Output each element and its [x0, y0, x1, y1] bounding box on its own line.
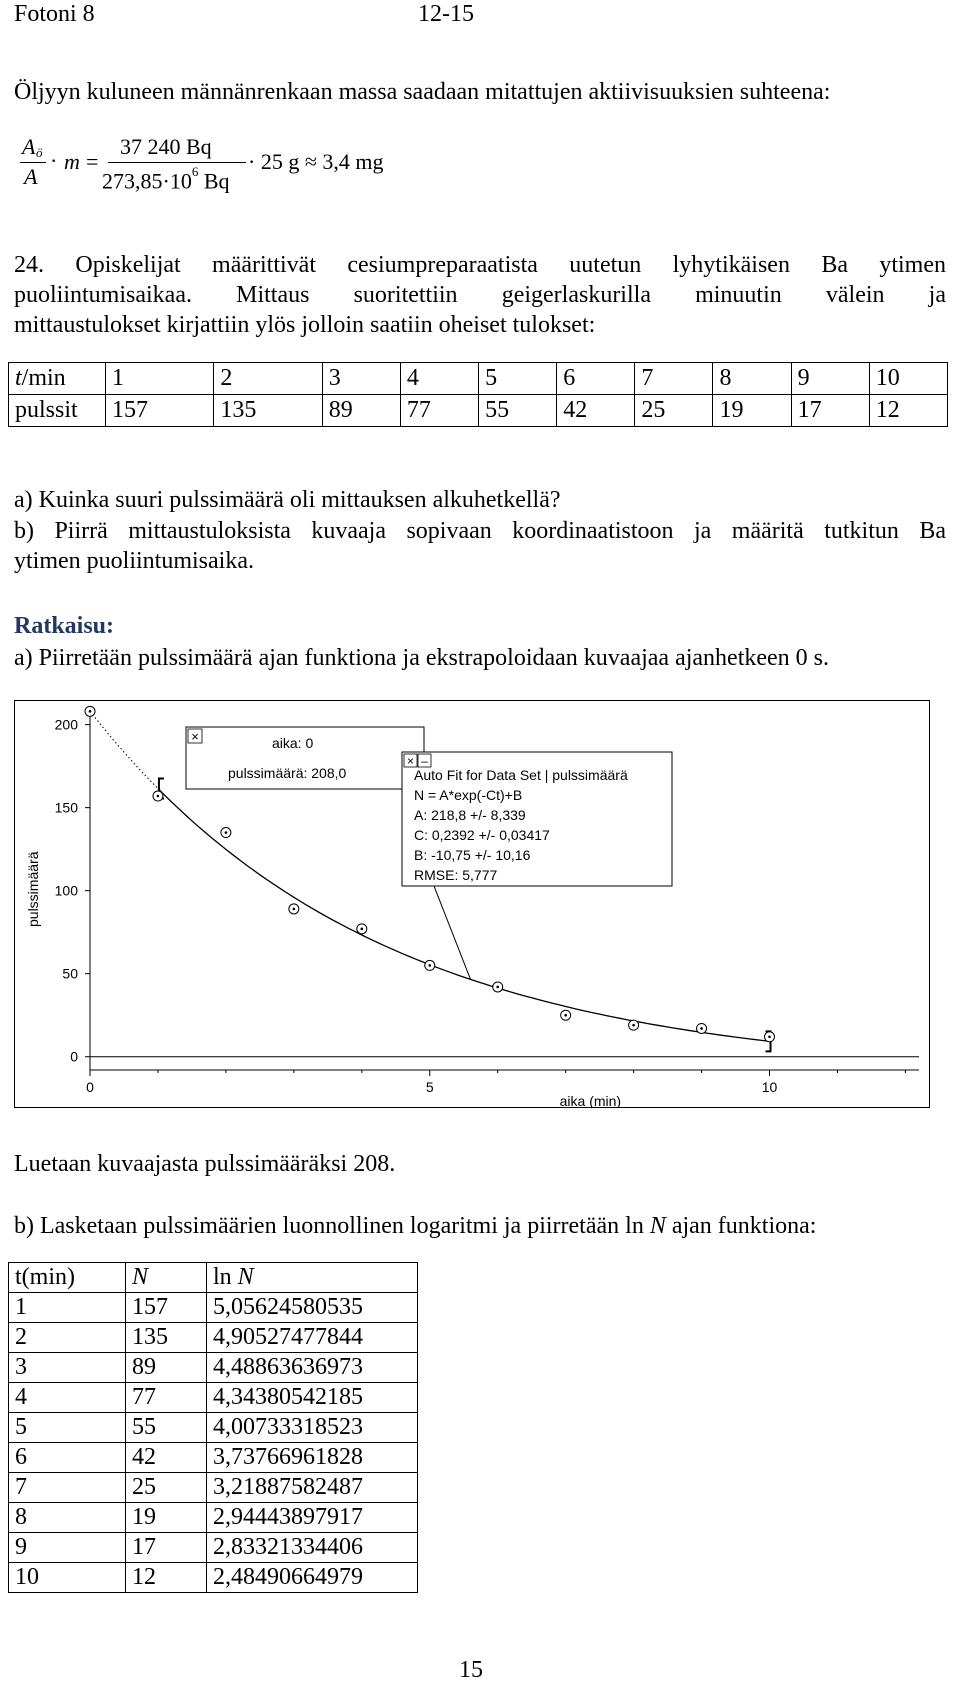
table-cell: 6 — [557, 363, 635, 395]
cell-ln: 3,21887582487 — [207, 1473, 418, 1503]
cell-n: 157 — [126, 1293, 207, 1323]
table-cell: 19 — [713, 395, 791, 427]
table-row — [9, 1443, 418, 1473]
fit-param-b: B: -10,75 +/- 10,16 — [414, 847, 531, 863]
fit-equation: N = A*exp(-Ct)+B — [414, 787, 523, 803]
table-cell: 12 — [869, 395, 947, 427]
mass-formula — [14, 134, 434, 204]
y-tick-label: 0 — [70, 1048, 78, 1065]
data-point-center — [89, 710, 92, 713]
table-cell: 157 — [106, 395, 214, 427]
cell-ln: 2,48490664979 — [207, 1563, 418, 1593]
cell-ln: 4,00733318523 — [207, 1413, 418, 1443]
table-cell: 5 — [479, 363, 557, 395]
x-tick-label: 0 — [86, 1079, 94, 1095]
table-cell: 55 — [479, 395, 557, 427]
y-tick-label: 200 — [54, 716, 78, 733]
table-row — [9, 1563, 418, 1593]
cell-ln: 4,48863636973 — [207, 1353, 418, 1383]
data-point-center — [428, 964, 431, 967]
table-header-row — [9, 1263, 418, 1293]
data-point-center — [157, 795, 160, 798]
table-row — [9, 1383, 418, 1413]
cell-ln: 5,05624580535 — [207, 1293, 418, 1323]
question-a: a) Kuinka suuri pulssimäärä oli mittauksen alkuhetkellä? — [14, 487, 561, 513]
cell-t: 7 — [9, 1473, 126, 1503]
fit-rmse: RMSE: 5,777 — [414, 867, 498, 883]
x-tick-label: 10 — [761, 1079, 778, 1095]
cell-t: 3 — [9, 1353, 126, 1383]
cell-t: 4 — [9, 1383, 126, 1413]
header-course: Fotoni 8 — [14, 1, 95, 27]
fit-results-box — [402, 752, 672, 886]
formula-fraction-denominator: $273,85\cdot 10^6$ Bq — [102, 164, 230, 194]
header-time: t(min) — [9, 1263, 126, 1293]
data-point-center — [700, 1027, 703, 1030]
cell-n: 17 — [126, 1533, 207, 1563]
close-icon[interactable]: × — [191, 729, 199, 744]
problem-line-2: puoliintumisaikaa. Mittaus suoritettiin geigerlaskurilla minuutin välein ja — [14, 282, 946, 308]
cell-t: 2 — [9, 1323, 126, 1353]
table-cell: 17 — [791, 395, 869, 427]
formula-a-numerator: A — [22, 134, 36, 159]
table-row-time — [9, 363, 948, 395]
close-icon[interactable]: × — [406, 754, 415, 768]
question-b-line-2: ytimen puoliintumisaika. — [14, 548, 254, 574]
cell-n: 12 — [126, 1563, 207, 1593]
solution-a-result: Luetaan kuvaajasta pulssimääräksi 208. — [14, 1151, 396, 1177]
data-point-center — [564, 1014, 567, 1017]
formula-m: m — [64, 149, 80, 174]
header-n: N — [126, 1263, 207, 1293]
table-row — [9, 1503, 418, 1533]
table-row-pulses — [9, 395, 948, 427]
cell-t: 5 — [9, 1413, 126, 1443]
fit-param-c: C: 0,2392 +/- 0,03417 — [414, 827, 550, 843]
cell-t: 9 — [9, 1533, 126, 1563]
solution-b-text: b) Lasketaan pulssimäärien luonnollinen logaritmi ja piirretään ln N ajan funktiona: — [14, 1213, 817, 1239]
table-cell: 2 — [214, 363, 322, 395]
table-cell: pulssit — [9, 395, 106, 427]
table-cell: 4 — [400, 363, 478, 395]
page-number: 15 — [459, 1657, 483, 1683]
y-axis-label: pulssimäärä — [25, 851, 41, 927]
table-cell: 10 — [869, 363, 947, 395]
solution-a-text: a) Piirretään pulssimäärä ajan funktiona ja ekstrapoloidaan kuvaajaa ajanhetkeen 0 s. — [14, 645, 830, 671]
y-tick-label: 100 — [54, 882, 78, 899]
cell-n: 77 — [126, 1383, 207, 1413]
cell-n: 89 — [126, 1353, 207, 1383]
formula-fraction-numerator: 37 240 Bq — [120, 134, 212, 159]
minus-icon[interactable]: – — [421, 754, 428, 768]
cell-t: 8 — [9, 1503, 126, 1533]
y-tick-label: 150 — [54, 799, 78, 816]
problem-line-3: mittaustulokset kirjattiin ylös jolloin saatiin oheiset tulokset: — [14, 312, 596, 338]
formula-a-denominator: A — [24, 164, 38, 189]
data-point-center — [361, 928, 364, 931]
decay-chart — [14, 700, 930, 1108]
log-table — [8, 1262, 418, 1593]
formula-a-subscript: ö — [36, 145, 43, 160]
point-tooltip — [186, 727, 424, 789]
problem-line-1: 24. Opiskelijat määrittivät cesiumpreparaatista uutetun lyhytikäisen Ba ytimen — [14, 252, 946, 278]
formula-dot: · — [50, 148, 58, 173]
intro-text: Öljyyn kuluneen männänrenkaan massa saadaan mitattujen aktiivisuuksien suhteena: — [14, 79, 831, 105]
table-row — [9, 1533, 418, 1563]
formula-fraction-line — [108, 162, 246, 163]
table-row — [9, 1293, 418, 1323]
table-row — [9, 1473, 418, 1503]
x-tick-label: 5 — [425, 1079, 434, 1095]
formula-ratio-line — [20, 162, 46, 163]
header-problem-range: 12-15 — [418, 1, 474, 27]
table-cell: 1 — [106, 363, 214, 395]
data-point-center — [496, 986, 499, 989]
table-cell: 25 — [635, 395, 713, 427]
cell-n: 25 — [126, 1473, 207, 1503]
formula-result: · 25 g ≈ 3,4 mg — [248, 149, 384, 174]
x-axis-label: aika (min) — [559, 1093, 622, 1108]
cell-n: 135 — [126, 1323, 207, 1353]
tooltip-time: aika: 0 — [272, 735, 314, 751]
data-point-center — [768, 1035, 771, 1038]
cell-n: 19 — [126, 1503, 207, 1533]
table-cell: t/min — [9, 363, 106, 395]
table-cell: 8 — [713, 363, 791, 395]
data-point-center — [225, 831, 228, 834]
table-row — [9, 1353, 418, 1383]
tooltip-value: pulssimäärä: 208,0 — [228, 765, 347, 781]
cell-ln: 2,94443897917 — [207, 1503, 418, 1533]
data-point-center — [293, 908, 296, 911]
y-tick-label: 50 — [62, 965, 78, 982]
cell-t: 1 — [9, 1293, 126, 1323]
table-cell: 135 — [214, 395, 322, 427]
table-cell: 42 — [557, 395, 635, 427]
header-ln-n: ln N — [207, 1263, 418, 1293]
fit-param-a: A: 218,8 +/- 8,339 — [414, 807, 526, 823]
cell-ln: 4,34380542185 — [207, 1383, 418, 1413]
question-b-line-1: b) Piirrä mittaustuloksista kuvaaja sopivaan koordinaatistoon ja määritä tutkitun Ba — [14, 518, 946, 544]
cell-ln: 3,73766961828 — [207, 1443, 418, 1473]
cell-n: 42 — [126, 1443, 207, 1473]
solution-heading: Ratkaisu: — [14, 613, 115, 639]
table-cell: 7 — [635, 363, 713, 395]
table-cell: 3 — [322, 363, 400, 395]
measurement-table — [8, 362, 948, 427]
table-cell: 89 — [322, 395, 400, 427]
cell-ln: 4,90527477844 — [207, 1323, 418, 1353]
cell-n: 55 — [126, 1413, 207, 1443]
table-row — [9, 1413, 418, 1443]
cell-t: 6 — [9, 1443, 126, 1473]
table-cell: 77 — [400, 395, 478, 427]
data-point-center — [632, 1024, 635, 1027]
cell-t: 10 — [9, 1563, 126, 1593]
formula-equals: = — [86, 149, 99, 174]
table-row — [9, 1323, 418, 1353]
table-cell: 9 — [791, 363, 869, 395]
fit-title: Auto Fit for Data Set | pulssimäärä — [414, 767, 628, 783]
cell-ln: 2,83321334406 — [207, 1533, 418, 1563]
